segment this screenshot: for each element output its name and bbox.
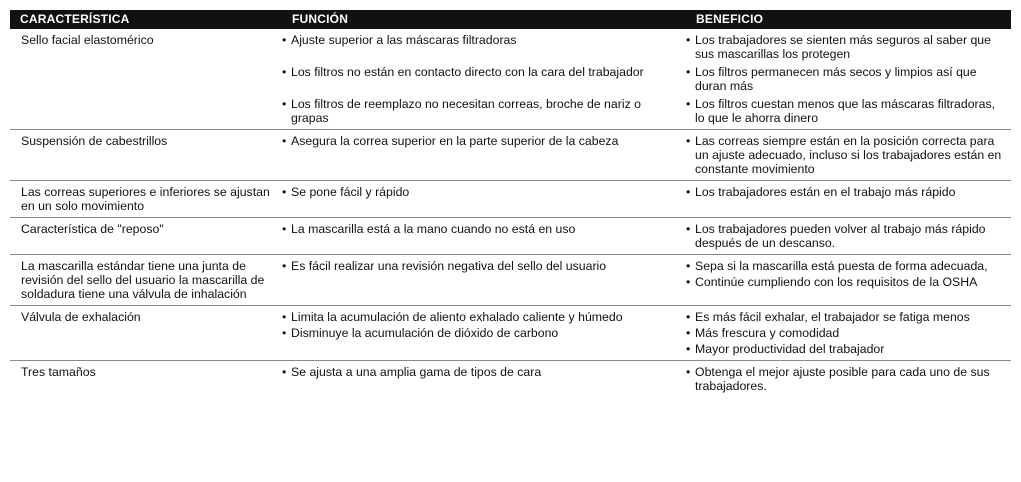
header-caracteristica: CARACTERÍSTICA: [10, 10, 280, 29]
benefit-text: Las correas siempre están en la posición correcta para un ajuste adecuado, incluso si los trabajadores están en constante movimiento: [695, 134, 1002, 176]
feature-cell: Sello facial elastomérico: [10, 29, 280, 130]
feature-cell: Suspensión de cabestrillos: [10, 130, 280, 181]
function-cell: [280, 255, 684, 306]
function-text: Se pone fácil y rápido: [291, 185, 410, 199]
list-item: [686, 342, 1007, 356]
table-header: [10, 10, 1011, 29]
function-text: Es fácil realizar una revisión negativa del sello del usuario: [291, 259, 607, 273]
benefit-text: Obtenga el mejor ajuste posible para cada uno de sus trabajadores.: [695, 365, 990, 393]
list-item: [282, 326, 680, 340]
benefit-cell: [684, 255, 1011, 306]
function-cell: [280, 130, 684, 181]
list-item: [686, 222, 1007, 250]
list-item: [686, 33, 1007, 61]
list-item: [282, 134, 680, 148]
table-row: [10, 181, 1011, 218]
list-item: [282, 65, 680, 79]
bullet-icon: •: [686, 222, 691, 236]
list-item: [686, 259, 1007, 273]
bullet-icon: •: [686, 259, 691, 273]
bullet-icon: •: [686, 33, 691, 47]
bullet-icon: •: [282, 65, 287, 79]
list-item: [686, 310, 1007, 324]
table-row: [10, 29, 1011, 130]
bullet-icon: •: [686, 326, 691, 340]
list-item: [686, 326, 1007, 340]
function-text: Ajuste superior a las máscaras filtradoras: [291, 33, 517, 47]
bullet-icon: •: [282, 33, 287, 47]
benefit-cell: [684, 29, 1011, 130]
function-cell: [280, 181, 684, 218]
bullet-icon: •: [686, 275, 691, 289]
table-row: [10, 306, 1011, 361]
benefit-text: Los trabajadores se sienten más seguros al saber que sus mascarillas los protegen: [695, 33, 991, 61]
list-item: [282, 222, 680, 236]
table-row: [10, 255, 1011, 306]
table-row: [10, 218, 1011, 255]
function-cell: [280, 29, 684, 130]
function-text: Los filtros no están en contacto directo con la cara del trabajador: [291, 65, 644, 79]
function-text: Se ajusta a una amplia gama de tipos de cara: [291, 365, 542, 379]
bullet-icon: •: [686, 310, 691, 324]
bullet-icon: •: [282, 310, 287, 324]
bullet-icon: •: [282, 185, 287, 199]
bullet-icon: •: [686, 342, 691, 356]
benefit-cell: [684, 306, 1011, 361]
benefit-text: Los trabajadores pueden volver al trabajo más rápido después de un descanso.: [695, 222, 986, 250]
benefit-cell: [684, 181, 1011, 218]
table-body: [10, 29, 1011, 397]
list-item: [686, 185, 1007, 199]
benefit-text: Más frescura y comodidad: [695, 326, 840, 340]
feature-cell: Las correas superiores e inferiores se ajustan en un solo movimiento: [10, 181, 280, 218]
benefit-cell: [684, 130, 1011, 181]
list-item: [282, 259, 680, 273]
feature-table-container: [10, 10, 1011, 397]
table-row: [10, 130, 1011, 181]
bullet-icon: •: [282, 222, 287, 236]
benefit-text: Los filtros cuestan menos que las máscaras filtradoras, lo que le ahorra dinero: [695, 97, 996, 125]
feature-cell: Tres tamaños: [21, 365, 96, 379]
list-item: [686, 365, 1007, 393]
feature-table: [10, 10, 1011, 397]
benefit-text: Mayor productividad del trabajador: [695, 342, 885, 356]
benefit-cell: [684, 218, 1011, 255]
function-text: Limita la acumulación de aliento exhalado caliente y húmedo: [291, 310, 623, 324]
bullet-icon: •: [686, 65, 691, 79]
function-text: Los filtros de reemplazo no necesitan correas, broche de nariz o grapas: [291, 97, 641, 125]
bullet-icon: •: [282, 97, 287, 111]
feature-cell: La mascarilla estándar tiene una junta de revisión del sello del usuario la mascarilla de soldadura tiene una válvula de inhalación: [10, 255, 280, 306]
list-item: [686, 275, 1007, 289]
header-beneficio: BENEFICIO: [684, 10, 1011, 29]
feature-cell: Característica de "reposo": [10, 218, 280, 255]
list-item: [282, 310, 680, 324]
function-cell: [280, 218, 684, 255]
benefit-text: Continúe cumpliendo con los requisitos de la OSHA: [695, 275, 978, 289]
list-item: [686, 97, 1007, 125]
header-row: [10, 10, 1011, 29]
header-funcion: FUNCIÓN: [280, 10, 684, 29]
bullet-icon: •: [282, 134, 287, 148]
bullet-icon: •: [686, 185, 691, 199]
function-text: La mascarilla está a la mano cuando no está en uso: [291, 222, 576, 236]
bullet-icon: •: [282, 365, 287, 379]
list-item: [282, 365, 680, 379]
table-row: [10, 361, 1011, 398]
benefit-text: Los trabajadores están en el trabajo más rápido: [695, 185, 956, 199]
benefit-text: Sepa si la mascarilla está puesta de forma adecuada,: [695, 259, 988, 273]
bullet-icon: •: [686, 134, 691, 148]
bullet-icon: •: [686, 97, 691, 111]
list-item: [282, 97, 680, 125]
benefit-text: Los filtros permanecen más secos y limpios así que duran más: [695, 65, 977, 93]
function-cell: [280, 361, 684, 398]
function-text: Asegura la correa superior en la parte superior de la cabeza: [291, 134, 619, 148]
list-item: [282, 185, 680, 199]
benefit-text: Es más fácil exhalar, el trabajador se fatiga menos: [695, 310, 970, 324]
bullet-icon: •: [686, 365, 691, 379]
list-item: [282, 33, 680, 47]
bullet-icon: •: [282, 259, 287, 273]
list-item: [686, 65, 1007, 93]
feature-cell: Válvula de exhalación: [10, 306, 280, 361]
list-item: [686, 134, 1007, 176]
function-cell: [280, 306, 684, 361]
bullet-icon: •: [282, 326, 287, 340]
benefit-cell: [684, 361, 1011, 398]
function-text: Disminuye la acumulación de dióxido de carbono: [291, 326, 559, 340]
